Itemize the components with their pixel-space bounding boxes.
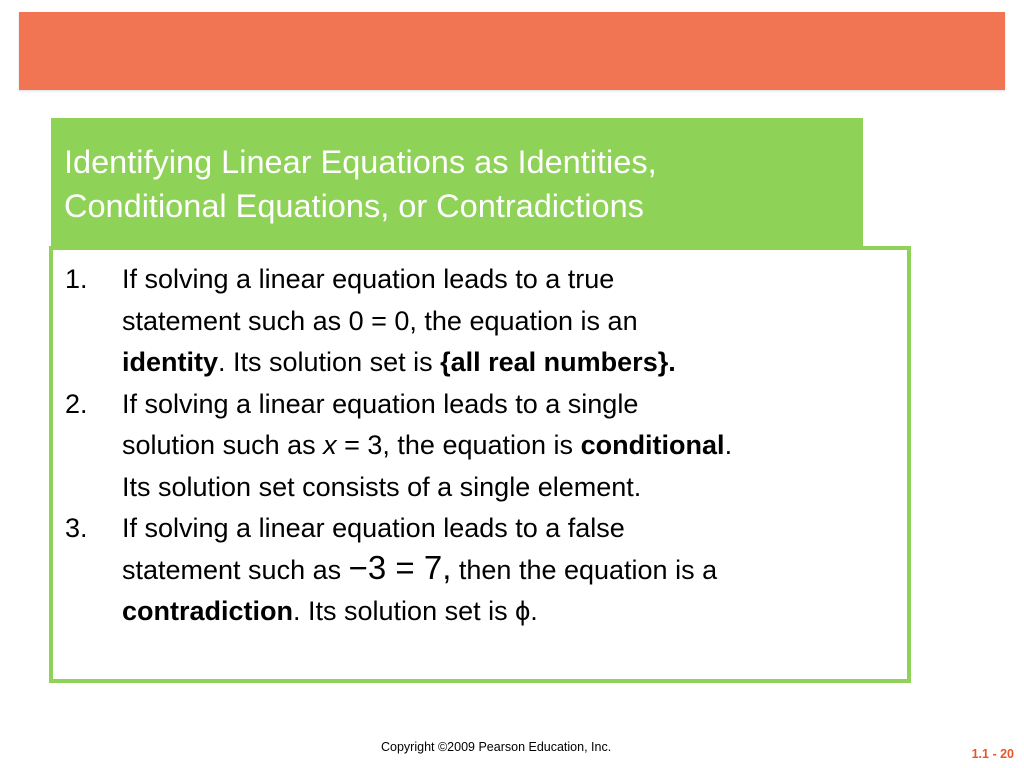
item-3-line-2 (122, 550, 732, 592)
slide-title-line-2: Conditional Equations, or Contradictions (64, 188, 644, 224)
item-1-line-2: statement such as 0 = 0, the equation is an (122, 305, 638, 336)
item-3-line-2-post: then the equation is a (451, 554, 718, 585)
item-2-line-2-mid: = 3, the equation is (336, 430, 581, 460)
item-1-line-1: If solving a linear equation leads to a true (122, 264, 615, 294)
list-number: 2. (65, 388, 88, 419)
example-equation: −3 = 7, (348, 548, 452, 586)
item-3-line-1: If solving a linear equation leads to a false (122, 513, 625, 543)
item-3-line-2-text: statement such as (122, 554, 349, 585)
term-contradiction: contradiction (122, 596, 294, 626)
item-1-line-3-text: . Its solution set is (218, 347, 441, 377)
variable-x: x (323, 430, 337, 460)
page-number: 1.1 - 20 (971, 747, 1014, 761)
list-item-identity (65, 259, 732, 384)
item-1-line-3 (122, 342, 732, 384)
list-number: 1. (65, 264, 88, 294)
list-number: 3. (65, 513, 88, 543)
list-item-conditional (65, 384, 732, 509)
item-3-line-3 (122, 591, 732, 633)
empty-set-symbol: ϕ (515, 596, 531, 626)
slide-title-line-1: Identifying Linear Equations as Identities, (64, 144, 657, 180)
term-identity: identity (122, 347, 219, 377)
item-2-line-1: If solving a linear equation leads to a single (122, 388, 639, 419)
item-2-line-2-end: . (724, 430, 733, 460)
slide-title-box (51, 118, 863, 246)
copyright-notice: Copyright ©2009 Pearson Education, Inc. (381, 740, 612, 754)
rules-list (65, 259, 732, 633)
term-conditional: conditional (580, 430, 725, 460)
list-item-contradiction (65, 508, 732, 633)
item-3-line-3-text: . Its solution set is (293, 596, 516, 626)
top-banner (19, 12, 1005, 90)
solution-set-all-reals: {all real numbers}. (440, 347, 676, 377)
item-2-line-2-text: solution such as (122, 430, 324, 460)
item-2-line-3: Its solution set consists of a single element. (122, 471, 642, 502)
item-2-line-2 (122, 425, 732, 467)
item-3-line-3-end: . (530, 596, 538, 626)
content-box (49, 246, 911, 683)
